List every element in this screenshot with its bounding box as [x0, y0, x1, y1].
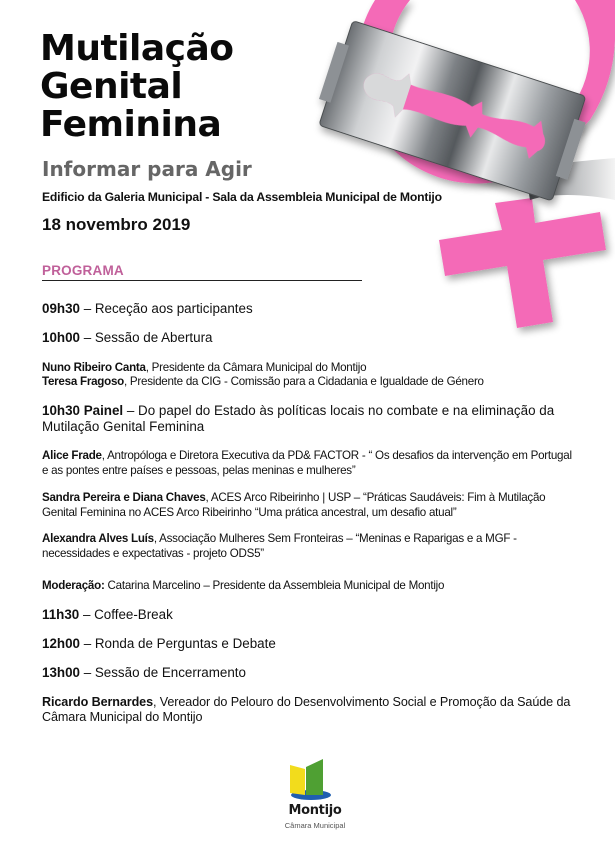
- program-heading: PROGRAMA: [42, 263, 124, 278]
- title-line-1: Mutilação: [40, 28, 234, 69]
- speaker-role: , Presidente da CIG - Comissão para a Cidadania e Igualdade de Género: [123, 375, 484, 388]
- title-line-3: Feminina: [40, 104, 222, 145]
- speaker-name: Sandra Pereira e Diana Chaves: [42, 491, 206, 504]
- program-item: [42, 607, 577, 623]
- speaker-role: , Associação Mulheres Sem Fronteiras – “Meninas e Raparigas e a MGF - necessidades e expectativas - projeto ODS5”: [42, 532, 517, 560]
- speaker-name: Alice Frade: [42, 449, 102, 462]
- program-text: – Sessão de Abertura: [79, 330, 213, 345]
- speaker-role: , Presidente da Câmara Municipal do Montijo: [145, 361, 367, 374]
- program-time: 13h00: [42, 665, 80, 680]
- program-item: [42, 665, 577, 681]
- speaker-name: Nuno Ribeiro Canta: [42, 361, 146, 374]
- program-item: [42, 301, 577, 317]
- speaker-role: , Vereador do Pelouro do Desenvolvimento Social e Promoção da Saúde da Câmara Municipal do Montijo: [42, 695, 571, 724]
- program-text: – Sessão de Encerramento: [79, 665, 246, 680]
- event-venue: Edificio da Galeria Municipal - Sala da Assembleia Municipal de Montijo: [42, 190, 442, 204]
- speaker-role: , ACES Arco Ribeirinho | USP – “Práticas Saudáveis: Fim à Mutilação Genital Feminina no ACES Arco Ribeirinho “Uma prática ancestral, um desafio atual”: [42, 491, 546, 519]
- speaker-name: Ricardo Bernardes: [42, 695, 153, 709]
- speaker-item: [42, 695, 577, 725]
- program-text: – Coffee-Break: [79, 607, 173, 622]
- moderator-label: Moderação:: [42, 579, 105, 592]
- moderator-item: [42, 578, 577, 593]
- program-time: 10h00: [42, 330, 80, 345]
- program-time: 11h30: [42, 607, 80, 622]
- event-date: 18 novembro 2019: [42, 215, 191, 234]
- event-title: [40, 30, 234, 144]
- program-time: 12h00: [42, 636, 80, 651]
- speaker-item: [42, 360, 577, 375]
- program-item: [42, 403, 577, 435]
- moderator-text: Catarina Marcelino – Presidente da Assembleia Municipal de Montijo: [104, 579, 445, 592]
- speaker-item: [42, 374, 577, 389]
- program-text: – Receção aos participantes: [79, 301, 253, 316]
- logo-subtitle: Câmara Municipal: [284, 821, 346, 830]
- speaker-item: [42, 531, 577, 561]
- program-time: 10h30 Painel: [42, 403, 124, 418]
- event-subtitle: Informar para Agir: [42, 157, 252, 181]
- program-text: – Ronda de Perguntas e Debate: [79, 636, 276, 651]
- speaker-item: [42, 490, 577, 520]
- speaker-name: Teresa Fragoso: [42, 375, 124, 388]
- program-item: [42, 636, 577, 652]
- speaker-role: , Antropóloga e Diretora Executiva da PD& FACTOR - “ Os desafios da intervenção em Portugal e as pontes entre países e pessoas, pelas meninas e mulheres”: [42, 449, 572, 477]
- program-time: 09h30: [42, 301, 80, 316]
- speaker-item: [42, 448, 577, 478]
- title-line-2: Genital: [40, 66, 183, 107]
- program-text: – Do papel do Estado às políticas locais no combate e na eliminação da Mutilação Genital Feminina: [42, 403, 555, 434]
- program-item: [42, 330, 577, 346]
- speaker-name: Alexandra Alves Luís: [42, 532, 154, 545]
- logo-name: Montijo: [288, 803, 342, 818]
- program-divider: [42, 280, 362, 281]
